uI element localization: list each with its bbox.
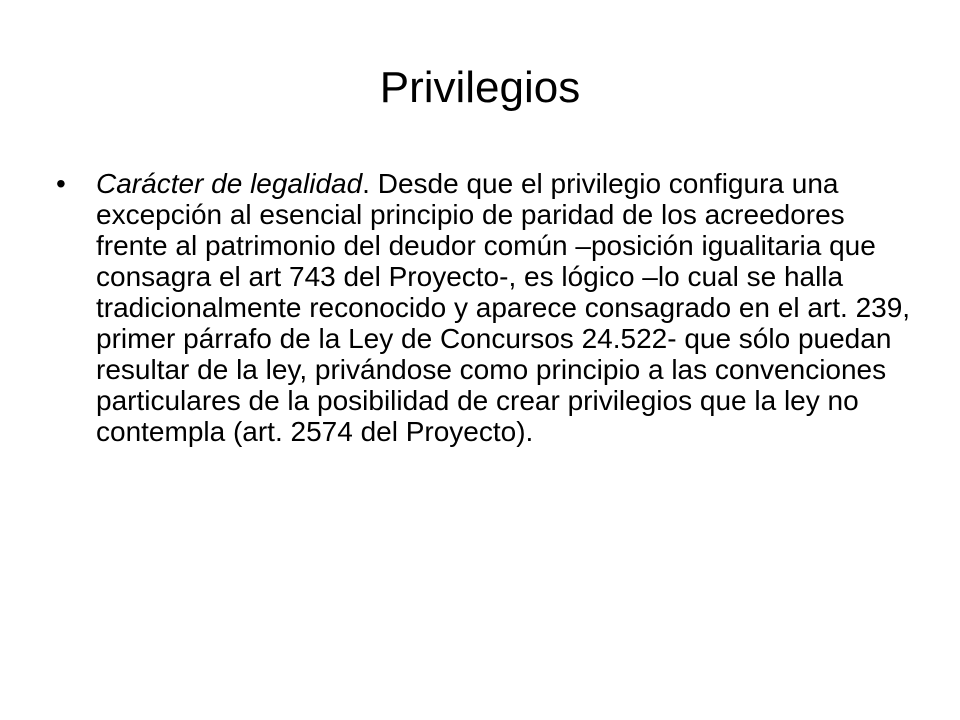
bullet-lead-italic: Carácter de legalidad — [96, 168, 363, 199]
bullet-text — [96, 168, 914, 447]
slide-content — [56, 168, 914, 447]
bullet-icon: • — [56, 168, 66, 199]
bullet-body: . Desde que el privilegio configura una excepción al esencial principio de paridad de los acreedores frente al patrimonio del deudor común –posición igualitaria que consagra el art 743 del Proyecto-, es lógico –lo cual se halla tradicionalmente reconocido y aparece consagrado en el art. 239, primer párrafo de la Ley de Concursos 24.522- que sólo puedan resultar de la ley, privándose como principio a las convenciones particulares de la posibilidad de crear privilegios que la ley no contempla (art. 2574 del Proyecto). — [96, 168, 911, 447]
bullet-item — [56, 168, 914, 447]
slide-title: Privilegios — [379, 63, 581, 112]
